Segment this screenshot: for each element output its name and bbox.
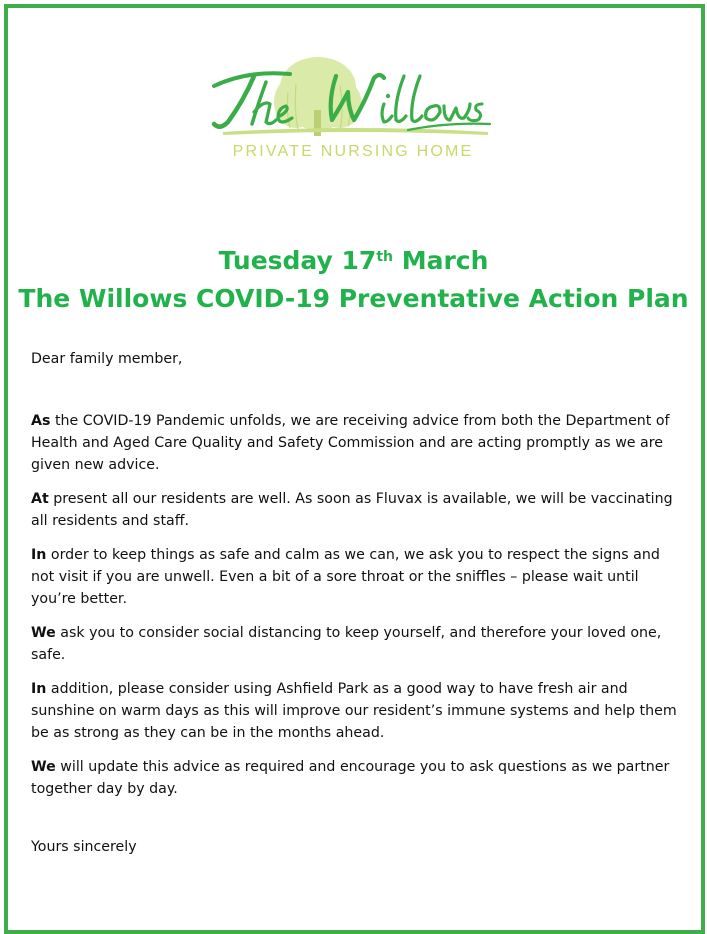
closing: Yours sincerely <box>31 839 137 855</box>
date-day: Tuesday 17 <box>218 246 377 275</box>
paragraph-text: order to keep things as safe and calm as we can, we ask you to respect the signs and not visit if you are unwell. Even a bit of a sore throat or the sniffles – please wait until you’re better. <box>31 547 660 607</box>
letter-title: The Willows COVID-19 Preventative Action Plan <box>18 284 689 313</box>
date-ordinal-suffix: th <box>376 249 393 265</box>
paragraph-lead: At <box>31 491 49 507</box>
paragraph-text: addition, please consider using Ashfield Park as a good way to have fresh air and sunshine on warm days as this will improve our resident’s immune systems and help them be as strong as they can be in the months ahead. <box>31 681 677 741</box>
paragraph <box>31 410 681 476</box>
paragraph-text: present all our residents are well. As soon as Fluvax is available, we will be vaccinating all residents and staff. <box>31 491 673 529</box>
paragraph <box>31 544 681 610</box>
willows-logo <box>208 52 498 164</box>
letter-date-heading <box>0 245 707 277</box>
paragraph-lead: In <box>31 681 47 697</box>
paragraph-lead: In <box>31 547 47 563</box>
paragraph-text: the COVID-19 Pandemic unfolds, we are receiving advice from both the Department of Health and Aged Care Quality and Safety Commission and are acting promptly as we are given new advice. <box>31 413 670 473</box>
logo-tagline: PRIVATE NURSING HOME <box>232 143 474 160</box>
paragraph <box>31 678 681 744</box>
paragraph-text: will update this advice as required and encourage you to ask questions as we partner together day by day. <box>31 759 670 797</box>
paragraph-text: ask you to consider social distancing to keep yourself, and therefore your loved one, safe. <box>31 625 662 663</box>
letter-body <box>31 348 681 872</box>
salutation: Dear family member, <box>31 351 183 367</box>
paragraph <box>31 622 681 666</box>
paragraph-lead: We <box>31 625 56 641</box>
paragraph <box>31 756 681 800</box>
paragraph <box>31 488 681 532</box>
date-month: March <box>393 246 489 275</box>
paragraph-lead: As <box>31 413 51 429</box>
paragraph-lead: We <box>31 759 56 775</box>
